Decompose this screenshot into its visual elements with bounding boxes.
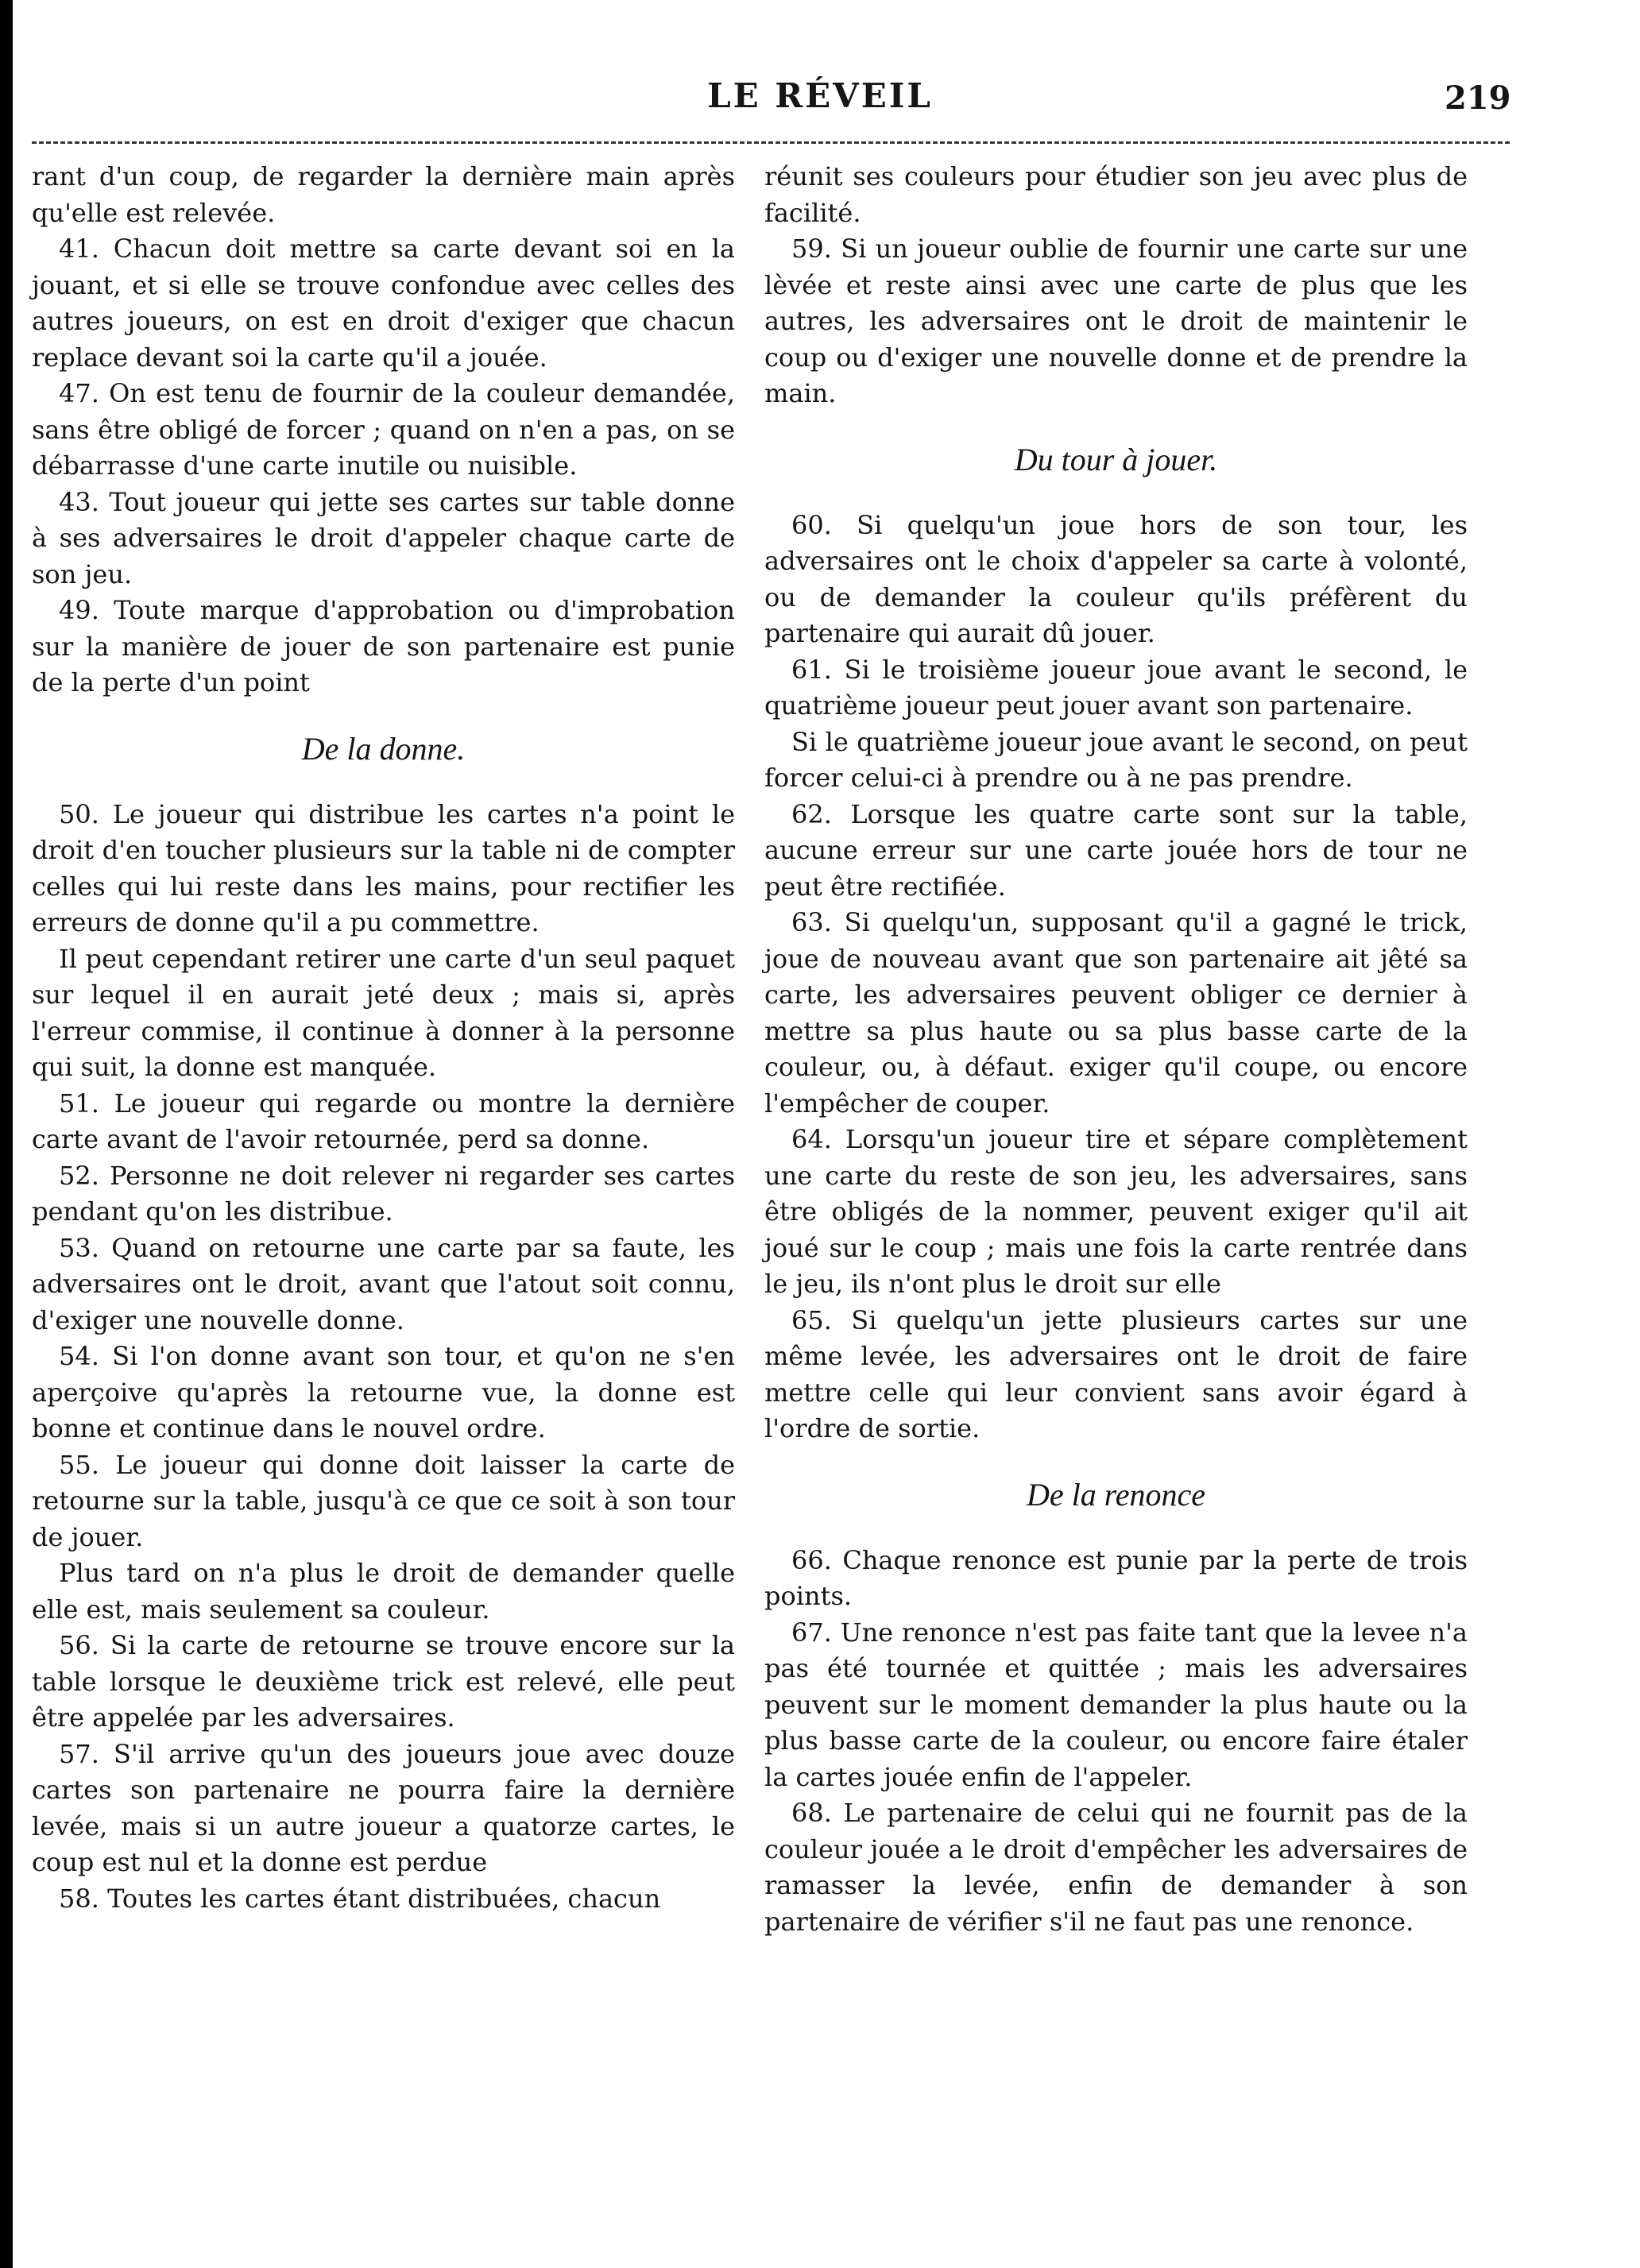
paragraph: 53. Quand on retourne une carte par sa faute, les adversaires ont le droit, avant que l'atout soit connu, d'exiger une nouvelle donne. <box>32 1232 735 1335</box>
paragraph: 41. Chacun doit mettre sa carte devant soi en la jouant, et si elle se trouve confondue avec celles des autres joueurs, on est en droit d'exiger que chacun replace devant soi la carte qu'il a jouée. <box>32 234 735 373</box>
running-title: LE RÉVEIL <box>707 76 933 115</box>
section-heading: De la donne. <box>301 730 466 767</box>
paragraph: 50. Le joueur qui distribue les cartes n'a point le droit d'en toucher plusieurs sur la table ni de compter celles qui lui reste dans les mains, pour rectifier les erreurs de donne qu'il a pu commettre. <box>32 798 735 937</box>
paragraph: 55. Le joueur qui donne doit laisser la carte de retourne sur la table, jusqu'à ce que ce soit à son tour de jouer. <box>32 1449 735 1552</box>
paragraph: 62. Lorsque les quatre carte sont sur la table, aucune erreur sur une carte jouée hors de tour ne peut être rectifiée. <box>764 798 1468 902</box>
paragraph: 67. Une renonce n'est pas faite tant que la levee n'a pas été tournée et quittée ; mais les adversaires peuvent sur le moment demander la plus haute ou la plus basse carte de la couleur, ou encore faire étaler la cartes jouée enfin de l'appeler. <box>764 1617 1468 1792</box>
paragraph: réunit ses couleurs pour étudier son jeu avec plus de facilité. <box>764 161 1468 228</box>
paragraph: 59. Si un joueur oublie de fournir une carte sur une lèvée et reste ainsi avec une carte de plus que les autres, les adversaires ont le droit de maintenir le coup ou d'exiger une nouvelle donne et de prendre la main. <box>764 234 1468 408</box>
page-number: 219 <box>1445 79 1511 117</box>
paragraph: 58. Toutes les cartes étant distribuées, chacun <box>59 1883 661 1914</box>
section-heading: Du tour à jouer. <box>1014 441 1218 477</box>
paragraph: 51. Le joueur qui regarde ou montre la dernière carte avant de l'avoir retournée, perd sa donne. <box>32 1088 735 1154</box>
paragraph: 64. Lorsqu'un joueur tire et sépare complètement une carte du reste de son jeu, les adversaires, sans être obligés de la nommer, peuvent exiger qu'il ait joué sur le coup ; mais une fois la carte rentrée dans le jeu, ils n'ont plus le droit sur elle <box>764 1124 1468 1299</box>
paragraph: 60. Si quelqu'un joue hors de son tour, les adversaires ont le choix d'appeler sa carte à volonté, ou de demander la couleur qu'ils préfèrent du partenaire qui aurait dû jouer. <box>764 509 1468 648</box>
paragraph: 43. Tout joueur qui jette ses cartes sur table donne à ses adversaires le droit d'appeler chaque carte de son jeu. <box>32 486 735 589</box>
paragraph: 54. Si l'on donne avant son tour, et qu'on ne s'en aperçoive qu'après la retourne vue, la donne est bonne et continue dans le nouvel ordre. <box>32 1341 735 1443</box>
paragraph: 56. Si la carte de retourne se trouve encore sur la table lorsque le deuxième trick est relevé, elle peut être appelée par les adversaires. <box>32 1630 735 1733</box>
paragraph: 68. Le partenaire de celui qui ne fournit pas de la couleur jouée a le droit d'empêcher les adversaires de ramasser la levée, enfin de demander à son partenaire de vérifier s'il ne faut pas une renonce. <box>764 1798 1468 1937</box>
paragraph: 65. Si quelqu'un jette plusieurs cartes sur une même levée, les adversaires ont le droit de faire mettre celle qui leur convient sans avoir égard à l'ordre de sortie. <box>764 1304 1468 1443</box>
paragraph: 52. Personne ne doit relever ni regarder ses cartes pendant qu'on les distribue. <box>32 1160 735 1227</box>
paragraph: 66. Chaque renonce est punie par la perte de trois points. <box>764 1544 1468 1611</box>
left-column <box>32 159 735 1917</box>
right-column <box>764 159 1468 1940</box>
paragraph: 49. Toute marque d'approbation ou d'improbation sur la manière de jouer de son partenaire est punie de la perte d'un point <box>32 595 735 697</box>
paragraph: 61. Si le troisième joueur joue avant le second, le quatrième joueur peut jouer avant son partenaire. <box>764 654 1468 721</box>
header-rule <box>32 141 1510 144</box>
paragraph: rant d'un coup, de regarder la dernière main après qu'elle est relevée. <box>32 161 735 228</box>
scan-edge-bar <box>0 0 13 2268</box>
paragraph: 57. S'il arrive qu'un des joueurs joue avec douze cartes son partenaire ne pourra faire la dernière levée, mais si un autre joueur a quatorze cartes, le coup est nul et la donne est perdue <box>32 1738 735 1877</box>
paragraph: Il peut cependant retirer une carte d'un seul paquet sur lequel il en aurait jeté deux ; mais si, après l'erreur commise, il continue à donner à la personne qui suit, la donne est manquée. <box>32 943 735 1082</box>
section-heading: De la renonce <box>1026 1476 1206 1513</box>
paragraph: Plus tard on n'a plus le droit de demander quelle elle est, mais seulement sa couleur. <box>32 1558 735 1625</box>
paragraph: 63. Si quelqu'un, supposant qu'il a gagné le trick, joue de nouveau avant que son partenaire ait jêté sa carte, les adversaires peuvent obliger ce dernier à mettre sa plus haute ou sa plus basse carte de la couleur, ou, à défaut. exiger qu'il coupe, ou encore l'empêcher de couper. <box>764 907 1468 1119</box>
paragraph: Si le quatrième joueur joue avant le second, on peut forcer celui-ci à prendre ou à ne pas prendre. <box>764 726 1468 793</box>
paragraph: 47. On est tenu de fournir de la couleur demandée, sans être obligé de forcer ; quand on n'en a pas, on se débarrasse d'une carte inutile ou nuisible. <box>32 378 735 481</box>
